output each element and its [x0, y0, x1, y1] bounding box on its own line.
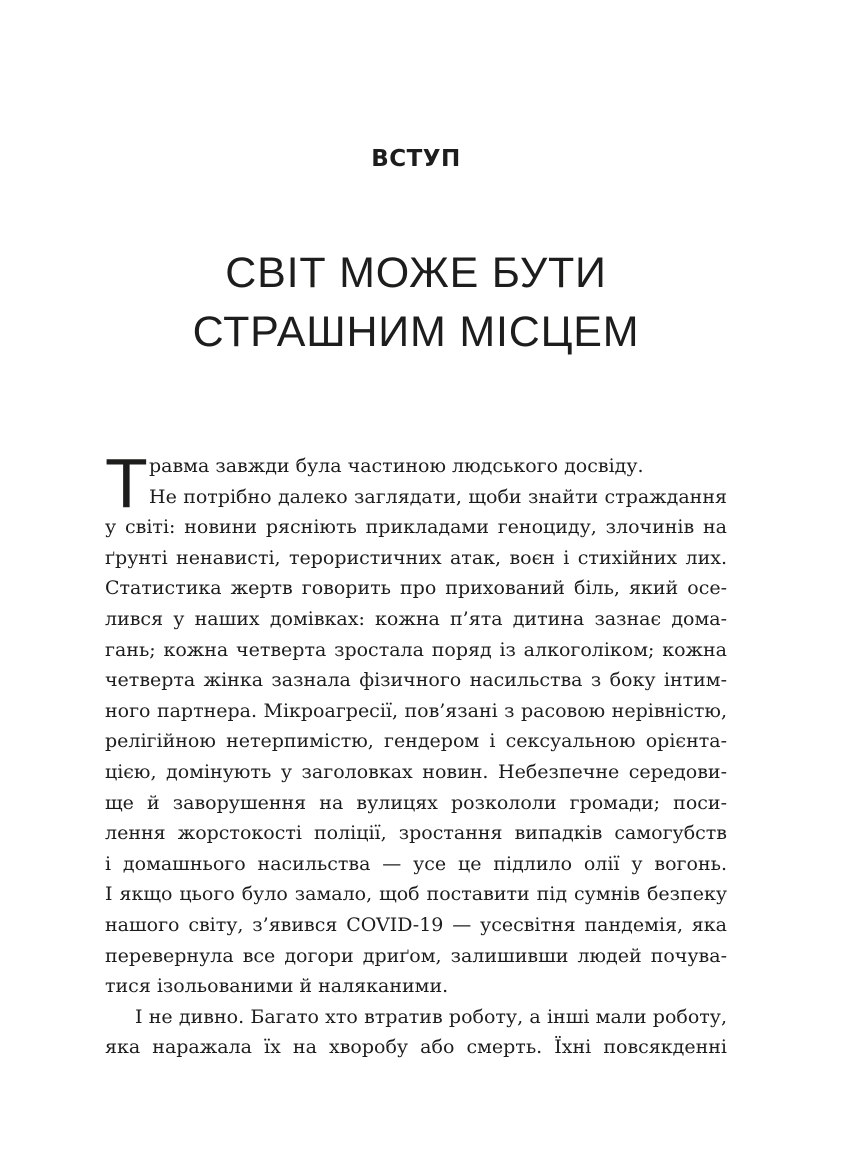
paragraph-2: [105, 1002, 727, 1063]
chapter-title: [0, 244, 832, 362]
text-line: ґрунті ненависті, терористичних атак, воєн і стихійних лих.: [105, 546, 727, 569]
text-line: тися ізольованими й наляканими.: [105, 975, 449, 998]
text-line: у світі: новини рясніють прикладами геноциду, злочинів на: [105, 516, 727, 539]
text-line: равма завжди була частиною людського досвіду.: [149, 455, 644, 477]
drop-cap: Т: [105, 444, 148, 522]
text-line: лився у наших домівках: кожна п’ята дитина зазнає дома-: [105, 607, 727, 630]
paragraph-1: [105, 444, 727, 1002]
text-line: І якщо цього було замало, щоб поставити під сумнів безпеку: [105, 883, 727, 906]
text-line: і домашнього насильства — усе це підлило олії у вогонь.: [105, 852, 727, 875]
text-line: Статистика жертв говорить про прихований біль, який осе-: [105, 577, 727, 600]
text-line: І не дивно. Багато хто втратив роботу, а інші мали роботу,: [135, 1005, 727, 1028]
text-line: гань; кожна четверта зростала поряд із алкоголіком; кожна: [105, 638, 727, 661]
text-line: релігійною нетерпимістю, гендером і сексуальною орієнта-: [105, 730, 727, 753]
text-line: Не потрібно далеко заглядати, щоби знайти страждання: [149, 485, 727, 508]
text-line: ного партнера. Мікроагресії, пов’язані з расовою нерівністю,: [105, 699, 727, 722]
text-line: четверта жінка зазнала фізичного насильства з боку інтим-: [105, 669, 727, 692]
text-line: перевернула все догори дриґом, залишивши людей почува-: [105, 944, 727, 967]
section-label: ВСТУП: [371, 146, 461, 172]
text-line: яка наражала їх на хворобу або смерть. Їхні повсякденні: [105, 1036, 727, 1059]
chapter-title-line-1: СВІТ МОЖЕ БУТИ: [225, 249, 607, 297]
body-text: [105, 444, 727, 1063]
chapter-title-line-2: СТРАШНИМ МІСЦЕМ: [192, 308, 640, 356]
text-line: лення жорстокості поліції, зростання випадків самогубств: [105, 822, 727, 845]
text-line: ще й заворушення на вулицях розкололи громади; поси-: [105, 791, 727, 814]
text-line: цією, домінують у заголовках новин. Небезпечне середови-: [105, 760, 727, 783]
text-line: нашого світу, з’явився COVID-19 — усесвітня пандемія, яка: [105, 913, 727, 936]
